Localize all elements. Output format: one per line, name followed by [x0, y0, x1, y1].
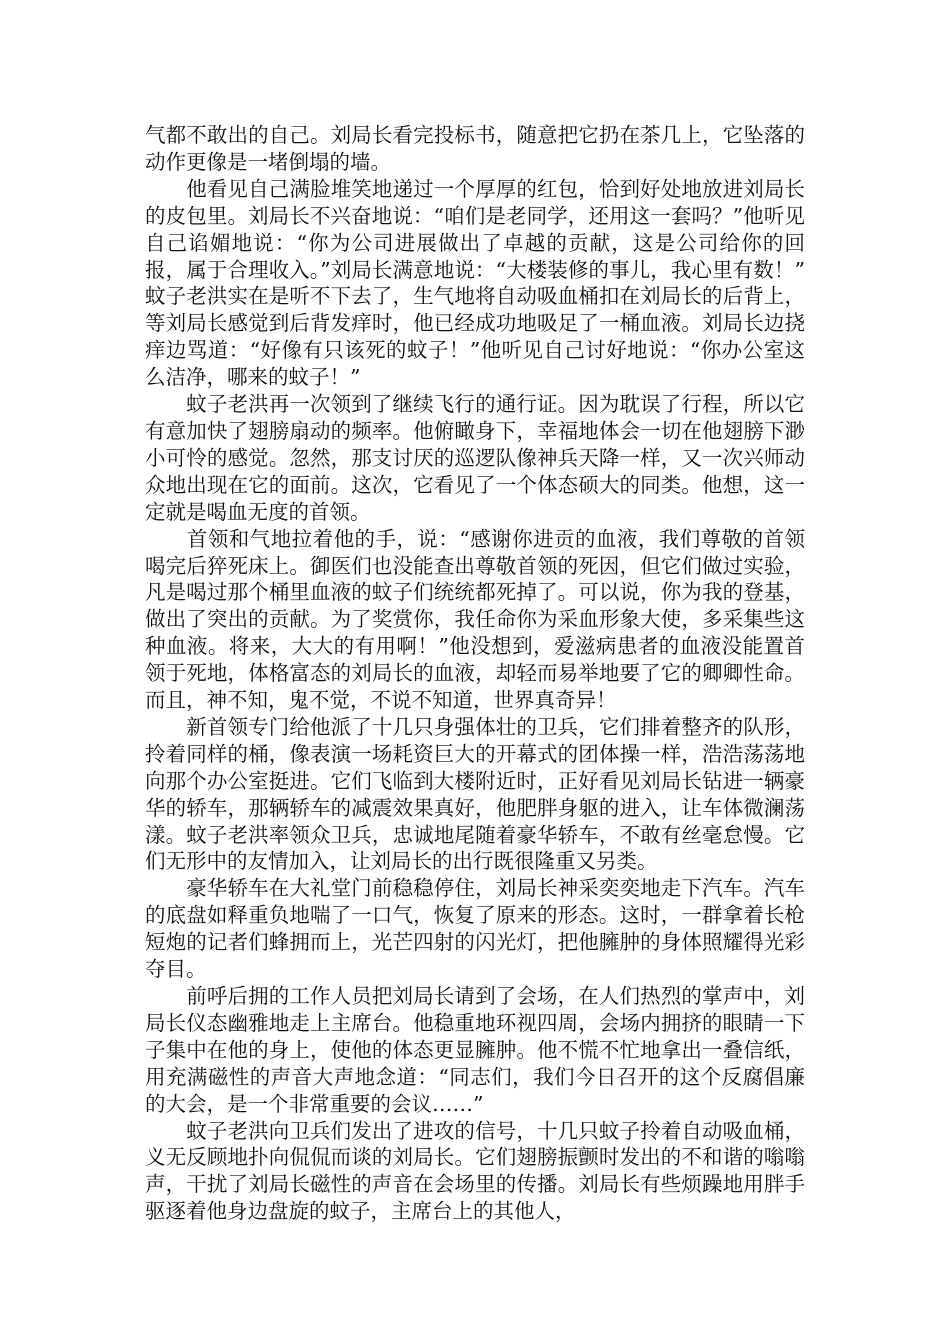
paragraph-2: 他看见自己满脸堆笑地递过一个厚厚的红包，恰到好处地放进刘局长的皮包里。刘局长不兴奋地说：“咱们是老同学，还用这一套吗？”他听见自己谄媚地说：“你为公司进展做出了卓越的贡献，这是公司给你的回报，属于合理收入。”刘局长满意地说：“大楼装修的事儿，我心里有数！” 蚊子老洪实在是听不下去了，生气地将自动吸血桶扣在刘局长的后背上，等刘局长感觉到后背发痒时，他已经成功地吸足了一桶血液。刘局长边挠痒边骂道：“好像有只该死的蚊子！”他听见自己讨好地说：“你办公室这么洁净，哪来的蚊子！” [145, 176, 867, 390]
paragraph-1: 气都不敢出的自己。刘局长看完投标书，随意把它扔在茶几上，它坠落的动作更像是一堵倒塌的墙。 [145, 123, 805, 174]
paragraph-6: 豪华轿车在大礼堂门前稳稳停住，刘局长神采奕奕地走下汽车。汽车的底盘如释重负地喘了一口气，恢复了原来的形态。这时，一群拿着长枪短炮的记者们蜂拥而上，光芒四射的闪光灯，把他臃肿的身体照耀得光彩夺目。 [145, 876, 805, 982]
paragraph-7: 前呼后拥的工作人员把刘局长请到了会场，在人们热烈的掌声中，刘局长仪态幽雅地走上主席台。他稳重地环视四周，会场内拥挤的眼睛一下子集中在他的身上，使他的体态更显臃肿。他不慌不忙地拿出一叠信纸，用充满磁性的声音大声地念道：“同志们，我们今日召开的这个反腐倡廉的大会，是一个非常重要的会议……” [145, 984, 805, 1116]
paragraph-3: 蚊子老洪再一次领到了继续飞行的通行证。因为耽误了行程，所以它有意加快了翅膀扇动的频率。他俯瞰身下，幸福地体会一切在他翅膀下渺小可怜的感觉。忽然，那支讨厌的巡逻队像神兵天降一样，又一次兴师动众地出现在它的面前。这次，它看见了一个体态硕大的同类。他想，这一定就是喝血无度的首领。 [145, 392, 805, 524]
story-text [145, 122, 867, 1225]
paragraph-4: 首领和气地拉着他的手，说：“感谢你进贡的血液，我们尊敬的首领喝完后猝死床上。御医们也没能查出尊敬首领的死因，但它们做过实验，凡是喝过那个桶里血液的蚊子们统统都死掉了。可以说，你为我的登基，做出了突出的贡献。为了奖赏你，我任命你为采血形象大使，多采集些这种血液。将来，大大的有用啊！”他没想到，爱滋病患者的血液没能置首领于死地，体格富态的刘局长的血液，却轻而易举地要了它的卿卿性命。而且，神不知，鬼不觉，不说不知道，世界真奇异！ [145, 526, 805, 713]
paragraph-8: 蚊子老洪向卫兵们发出了进攻的信号，十几只蚊子拎着自动吸血桶，义无反顾地扑向侃侃而谈的刘局长。它们翅膀振颤时发出的不和谐的嗡嗡声，干扰了刘局长磁性的声音在会场里的传播。刘局长有些烦躁地用胖手驱逐着他身边盘旋的蚊子，主席台上的其他人， [145, 1118, 805, 1224]
paragraph-5: 新首领专门给他派了十几只身强体壮的卫兵，它们排着整齐的队形，拎着同样的桶，像表演一场耗资巨大的开幕式的团体操一样，浩浩荡荡地向那个办公室挺进。它们飞临到大楼附近时，正好看见刘局长钻进一辆豪华的轿车，那辆轿车的减震效果真好，他肥胖身躯的进入，让车体微澜荡漾。蚊子老洪率领众卫兵，忠诚地尾随着豪华轿车，不敢有丝毫怠慢。它们无形中的友情加入，让刘局长的出行既很隆重又另类。 [145, 714, 805, 874]
